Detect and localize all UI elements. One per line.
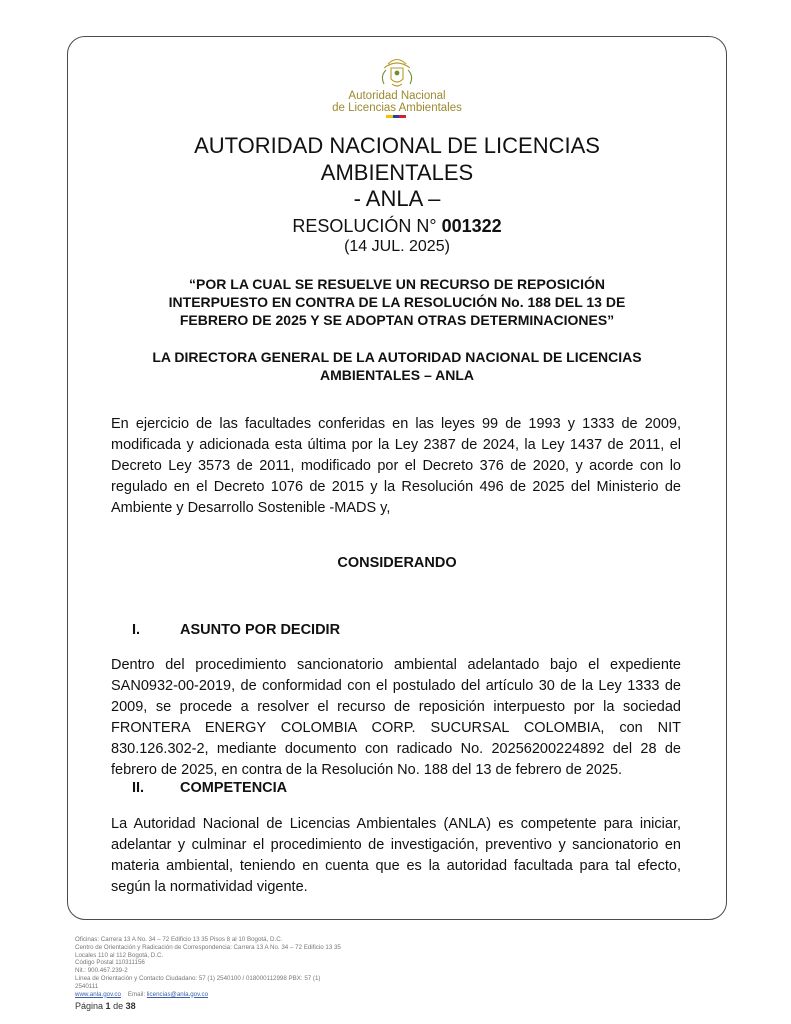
footer-line7: 2540111	[75, 982, 99, 990]
resolution-date: (14 JUL. 2025)	[344, 238, 450, 255]
section-1-title: ASUNTO POR DECIDIR	[180, 622, 341, 638]
header-line3: - ANLA –	[353, 186, 441, 211]
page-current: 1	[105, 1001, 111, 1011]
page-of: de	[113, 1001, 124, 1011]
resolution-prefix: RESOLUCIÓN N°	[292, 216, 437, 236]
header-line2: AMBIENTALES	[320, 160, 474, 185]
preamble-paragraph: En ejercicio de las facultades conferidas en las leyes 99 de 1993 y 1333 de 2009, modificada y adicionada esta última por la Ley 2387 de 2024, la Ley 1437 de 2011, el Decreto Ley 3573 de 2011, modificado por el Decreto 376 de 2020, y acorde con lo regulado en el Decreto 1076 de 2015 y la Resolución 496 de 2025 del Ministerio de Ambiente y Desarrollo Sostenible -MADS y,	[111, 416, 681, 516]
page-total: 38	[125, 1001, 136, 1011]
footer-contact	[75, 936, 375, 998]
page-label: Página	[75, 1001, 104, 1011]
footer-line2: Centro de Orientación y Radicación de Correspondencia: Carrera 13 A No. 34 – 72 Edificio 13 35	[75, 943, 341, 951]
section-1-number: I.	[132, 622, 141, 638]
considerando-heading: CONSIDERANDO	[337, 555, 457, 571]
website-link[interactable]: www.anla.gov.co	[75, 990, 121, 998]
email-link[interactable]: licencias@anla.gov.co	[146, 990, 209, 998]
logo-text-line1: Autoridad Nacional	[348, 90, 446, 102]
logo-text-line2: de Licencias Ambientales	[332, 102, 462, 114]
footer-line6: Línea de Orientación y Contacto Ciudadano: 57 (1) 2540100 / 018000112998 PBX: 57 (1)	[75, 974, 321, 982]
resolution-title	[67, 216, 727, 237]
subject-line2: INTERPUESTO EN CONTRA DE LA RESOLUCIÓN No. 188 DEL 13 DE	[168, 294, 626, 310]
footer-line3: Locales 110 al 112 Bogotá, D.C.	[75, 951, 164, 959]
header-line1: AUTORIDAD NACIONAL DE LICENCIAS	[194, 133, 600, 158]
subject-line1: “POR LA CUAL SE RESUELVE UN RECURSO DE REPOSICIÓN	[189, 276, 605, 292]
authority-line2: AMBIENTALES – ANLA	[320, 367, 474, 383]
coat-of-arms-icon	[322, 56, 472, 90]
page-number	[75, 1001, 136, 1011]
footer-line5: Nit.: 900.467.239-2	[75, 967, 128, 975]
subject-line3: FEBRERO DE 2025 Y SE ADOPTAN OTRAS DETERMINACIONES”	[179, 312, 615, 328]
email-label: Email:	[127, 990, 146, 998]
section-1-paragraph: Dentro del procedimiento sancionatorio ambiental adelantado bajo el expediente SAN0932-00-2019, de conformidad con el postulado del artículo 30 de la Ley 1333 de 2009, se procede a resolver el recurso de reposición interpuesto por la sociedad FRONTERA ENERGY COLOMBIA CORP. SUCURSAL COLOMBIA, con NIT 830.126.302-2, mediante documento con radicado No. 20256200224892 del 28 de febrero de 2025, en contra de la Resolución No. 188 del 13 de febrero de 2025.	[111, 657, 681, 778]
colombia-flag-stripe	[386, 115, 406, 118]
footer-line1: Oficinas: Carrera 13 A No. 34 – 72 Edificio 13 35 Pisos 8 al 10 Bogotá, D.C.	[75, 936, 283, 943]
footer-line4: Código Postal 110311156	[75, 959, 145, 967]
section-2-title: COMPETENCIA	[180, 780, 288, 796]
section-2-paragraph: La Autoridad Nacional de Licencias Ambientales (ANLA) es competente para iniciar, adelantar y culminar el procedimiento de investigación, preventivo y sancionatorio en materia ambiental, teniendo en cuenta que es la autoridad facultada para tal efecto, según la normatividad vigente.	[111, 816, 681, 895]
resolution-number: 001322	[441, 216, 502, 236]
section-2-number: II.	[132, 780, 145, 796]
anla-logo	[322, 56, 472, 120]
authority-line1: LA DIRECTORA GENERAL DE LA AUTORIDAD NACIONAL DE LICENCIAS	[152, 349, 642, 365]
footer-links	[75, 991, 375, 999]
